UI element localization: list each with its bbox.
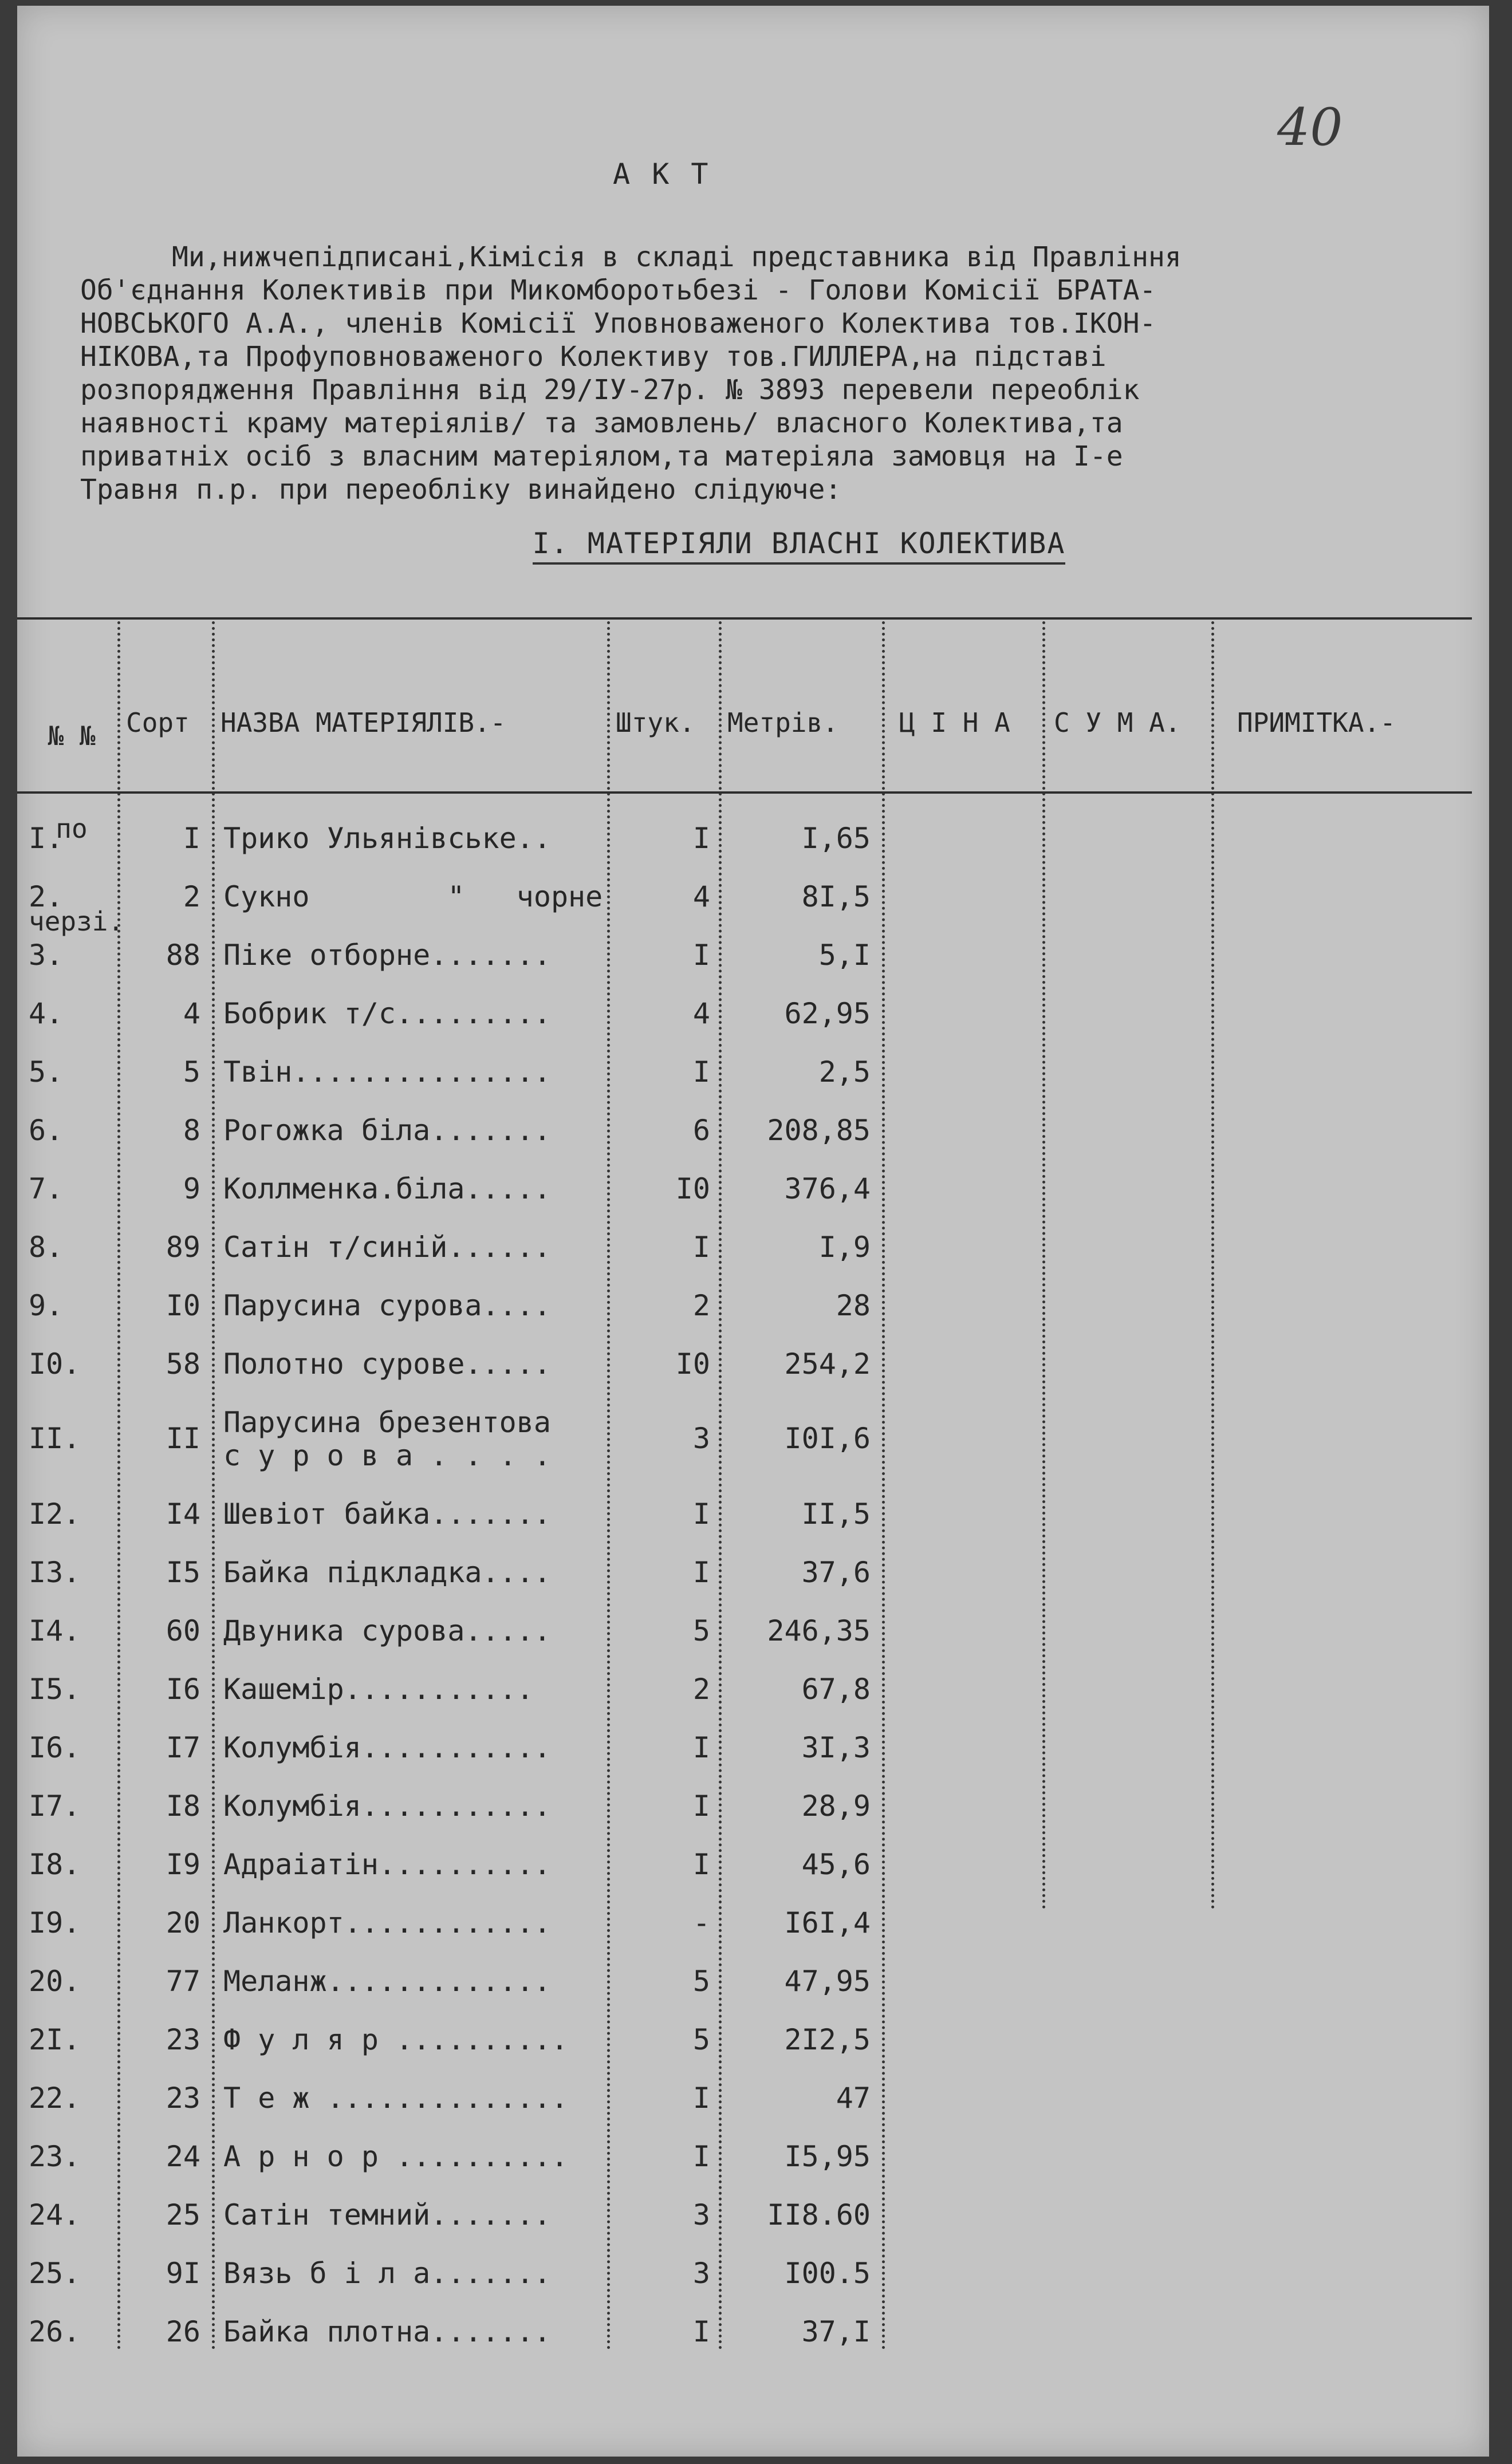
row-pieces: І bbox=[692, 2140, 710, 2173]
row-number: І0. bbox=[29, 1347, 81, 1381]
row-meters: І0І,6 bbox=[784, 1422, 871, 1455]
row-number: 8. bbox=[29, 1231, 64, 1264]
row-pieces: 5 bbox=[692, 2023, 710, 2056]
intro-line: приватніх осіб з власним матеріялом,та матеріяла замовця на І-е bbox=[80, 440, 1123, 472]
column-separator bbox=[719, 621, 722, 2351]
row-number: 20. bbox=[29, 1965, 81, 1998]
row-pieces: 5 bbox=[692, 1965, 710, 1998]
intro-line: НОВСЬКОГО А.А., членів Комісії Уповноваженого Колектива тов.ІКОН- bbox=[80, 307, 1156, 340]
row-pieces: І0 bbox=[675, 1172, 710, 1205]
row-number: І4. bbox=[29, 1614, 81, 1647]
row-name: Байка підкладка.... bbox=[223, 1556, 551, 1589]
row-pieces: І bbox=[692, 939, 710, 972]
row-number: ІІ. bbox=[29, 1422, 81, 1455]
header-meters: Метрів. bbox=[727, 707, 838, 738]
row-number: 25. bbox=[29, 2257, 81, 2290]
column-separator bbox=[1042, 621, 1045, 1910]
intro-line: наявності краму матеріялів/ та замовлень/ власного Колектива,та bbox=[80, 407, 1123, 439]
row-sort: 25 bbox=[166, 2198, 200, 2232]
intro-line: розпорядження Правління від 29/ІУ-27р. № 3893 перевели переоблік bbox=[80, 374, 1140, 406]
row-number: 23. bbox=[29, 2140, 81, 2173]
row-pieces: 2 bbox=[692, 1289, 710, 1322]
row-pieces: 5 bbox=[692, 1614, 710, 1647]
row-meters: 2І2,5 bbox=[784, 2023, 871, 2056]
row-number: 2І. bbox=[29, 2023, 81, 2056]
row-sort: 9 bbox=[183, 1172, 200, 1205]
column-separator bbox=[117, 621, 120, 2351]
column-separator bbox=[1211, 621, 1214, 1910]
header-number-line: черзі. bbox=[29, 906, 124, 937]
row-meters: 62,95 bbox=[784, 997, 871, 1030]
row-sort: І bbox=[183, 822, 200, 855]
row-name: Сатін т/синій...... bbox=[223, 1231, 551, 1264]
row-name: Меланж............. bbox=[223, 1965, 551, 1998]
row-sort: 26 bbox=[166, 2315, 200, 2348]
document-title: А К Т bbox=[613, 157, 711, 191]
row-pieces: І bbox=[692, 1556, 710, 1589]
header-name: НАЗВА МАТЕРІЯЛІВ.- bbox=[220, 707, 506, 738]
row-number: І6. bbox=[29, 1731, 81, 1764]
row-meters: 67,8 bbox=[801, 1673, 871, 1706]
row-name: Полотно сурове..... bbox=[223, 1347, 551, 1381]
row-meters: 28,9 bbox=[801, 1789, 871, 1823]
row-name: Ф у л я р .......... bbox=[223, 2023, 569, 2056]
row-sort: 24 bbox=[166, 2140, 200, 2173]
row-meters: ІІ,5 bbox=[801, 1497, 871, 1531]
row-sort: 23 bbox=[166, 2023, 200, 2056]
row-pieces: 4 bbox=[692, 997, 710, 1030]
row-number: І7. bbox=[29, 1789, 81, 1823]
row-sort: 4 bbox=[183, 997, 200, 1030]
row-name: Кашемір........... bbox=[223, 1673, 534, 1706]
row-name: Рогожка біла....... bbox=[223, 1114, 551, 1147]
intro-line: Ми,нижчепідписані,Кімісія в складі представника від Правління bbox=[172, 241, 1182, 273]
row-sort: 88 bbox=[166, 939, 200, 972]
row-meters: 47 bbox=[836, 2081, 871, 2115]
intro-paragraph bbox=[80, 241, 1460, 506]
row-name: Бобрик т/с......... bbox=[223, 997, 551, 1030]
document-page bbox=[17, 6, 1489, 2457]
row-pieces: І bbox=[692, 1848, 710, 1881]
row-pieces: І bbox=[692, 1055, 710, 1089]
row-pieces: І bbox=[692, 2315, 710, 2348]
header-price: Ц І Н А bbox=[899, 707, 1010, 738]
row-sort: І8 bbox=[166, 1789, 200, 1823]
row-name: Шевіот байка....... bbox=[223, 1497, 551, 1531]
row-number: 24. bbox=[29, 2198, 81, 2232]
folio-number: 40 bbox=[1277, 97, 1343, 157]
column-separator bbox=[882, 621, 885, 2351]
row-number: І8. bbox=[29, 1848, 81, 1881]
row-meters: 8І,5 bbox=[801, 880, 871, 913]
row-pieces: І0 bbox=[675, 1347, 710, 1381]
row-pieces: 3 bbox=[692, 1422, 710, 1455]
row-meters: 37,6 bbox=[801, 1556, 871, 1589]
row-sort: 8 bbox=[183, 1114, 200, 1147]
row-meters: І6І,4 bbox=[784, 1906, 871, 1939]
row-sort: 5 bbox=[183, 1055, 200, 1089]
column-separator bbox=[607, 621, 610, 2351]
row-name: Адраіатін.......... bbox=[223, 1848, 551, 1881]
row-name: Т е ж .............. bbox=[223, 2081, 569, 2115]
row-sort: 9І bbox=[166, 2257, 200, 2290]
row-number: І3. bbox=[29, 1556, 81, 1589]
row-sort: І5 bbox=[166, 1556, 200, 1589]
row-number: 2. bbox=[29, 880, 64, 913]
row-sort: 77 bbox=[166, 1965, 200, 1998]
row-sort: ІІ bbox=[166, 1422, 200, 1455]
header-sort: Сорт bbox=[126, 707, 190, 738]
row-number: І2. bbox=[29, 1497, 81, 1531]
row-sort: І6 bbox=[166, 1673, 200, 1706]
row-meters: 254,2 bbox=[784, 1347, 871, 1381]
row-number: 26. bbox=[29, 2315, 81, 2348]
column-separator bbox=[212, 621, 215, 2351]
row-meters: 47,95 bbox=[784, 1965, 871, 1998]
row-sort: І0 bbox=[166, 1289, 200, 1322]
row-name: Твін............... bbox=[223, 1055, 551, 1089]
row-meters: І00.5 bbox=[784, 2257, 871, 2290]
row-meters: ІІ8.60 bbox=[767, 2198, 871, 2232]
row-pieces: І bbox=[692, 2081, 710, 2115]
row-meters: 246,35 bbox=[767, 1614, 871, 1647]
row-name: Коллменка.біла..... bbox=[223, 1172, 551, 1205]
row-meters: І,65 bbox=[801, 822, 871, 855]
row-name: Байка плотна....... bbox=[223, 2315, 551, 2348]
row-pieces: І bbox=[692, 1231, 710, 1264]
intro-line: НІКОВА,та Профуповноваженого Колективу тов.ГИЛЛЕРА,на підставі bbox=[80, 341, 1107, 373]
row-pieces: 2 bbox=[692, 1673, 710, 1706]
row-name: Сукно " чорне bbox=[223, 880, 603, 913]
header-number-line: № № bbox=[48, 720, 96, 751]
row-number: 22. bbox=[29, 2081, 81, 2115]
row-name: Двуника сурова..... bbox=[223, 1614, 551, 1647]
row-pieces: 3 bbox=[692, 2198, 710, 2232]
row-name: Піке отборне....... bbox=[223, 939, 551, 972]
row-sort: І9 bbox=[166, 1848, 200, 1881]
row-pieces: І bbox=[692, 822, 710, 855]
row-number: 7. bbox=[29, 1172, 64, 1205]
section-title bbox=[17, 527, 1489, 565]
row-meters: 5,І bbox=[818, 939, 871, 972]
row-pieces: 4 bbox=[692, 880, 710, 913]
row-name: Колумбія........... bbox=[223, 1731, 551, 1764]
row-pieces: 3 bbox=[692, 2257, 710, 2290]
row-number: І. bbox=[29, 822, 64, 855]
row-name: Сатін темний....... bbox=[223, 2198, 551, 2232]
row-number: 6. bbox=[29, 1114, 64, 1147]
header-number-line: по bbox=[56, 813, 88, 844]
table-top-rule bbox=[17, 617, 1472, 620]
row-number: І5. bbox=[29, 1673, 81, 1706]
row-name: Трико Ульянівське.. bbox=[223, 822, 551, 855]
row-meters: 376,4 bbox=[784, 1172, 871, 1205]
row-number: 9. bbox=[29, 1289, 64, 1322]
row-sort: 60 bbox=[166, 1614, 200, 1647]
row-name: Ланкорт............ bbox=[223, 1906, 551, 1939]
row-sort: 23 bbox=[166, 2081, 200, 2115]
row-meters: І,9 bbox=[818, 1231, 871, 1264]
row-sort: 58 bbox=[166, 1347, 200, 1381]
table-header-rule bbox=[17, 791, 1472, 794]
row-meters: 28 bbox=[836, 1289, 871, 1322]
row-sort: 89 bbox=[166, 1231, 200, 1264]
row-pieces: І bbox=[692, 1789, 710, 1823]
header-sum: С У М А. bbox=[1054, 707, 1181, 738]
row-sort: 20 bbox=[166, 1906, 200, 1939]
row-pieces: 6 bbox=[692, 1114, 710, 1147]
row-number: 5. bbox=[29, 1055, 64, 1089]
row-name: Колумбія........... bbox=[223, 1789, 551, 1823]
row-meters: 37,І bbox=[801, 2315, 871, 2348]
row-pieces: І bbox=[692, 1497, 710, 1531]
row-name: Парусина сурова.... bbox=[223, 1289, 551, 1322]
header-pieces: Штук. bbox=[616, 707, 695, 738]
row-sort: 2 bbox=[183, 880, 200, 913]
row-name: А р н о р .......... bbox=[223, 2140, 569, 2173]
intro-line: Об'єднання Колективів при Микомборотьбезі - Голови Комісії БРАТА- bbox=[80, 274, 1156, 306]
intro-line: Травня п.р. при переобліку винайдено слідуюче: bbox=[80, 474, 842, 506]
header-note: ПРИМІТКА.- bbox=[1237, 707, 1396, 738]
row-name: Парусина брезентова bbox=[223, 1406, 551, 1439]
row-name: Вязь б і л а....... bbox=[223, 2257, 551, 2290]
section-title-text: І. МАТЕРІЯЛИ ВЛАСНІ КОЛЕКТИВА bbox=[533, 527, 1066, 565]
row-meters: 45,6 bbox=[801, 1848, 871, 1881]
row-pieces: - bbox=[692, 1906, 710, 1939]
row-meters: І5,95 bbox=[784, 2140, 871, 2173]
row-meters: 2,5 bbox=[818, 1055, 871, 1089]
row-number: 3. bbox=[29, 939, 64, 972]
row-name-continued: с у р о в а . . . . bbox=[223, 1439, 551, 1472]
row-sort: І4 bbox=[166, 1497, 200, 1531]
row-number: І9. bbox=[29, 1906, 81, 1939]
row-meters: 3І,3 bbox=[801, 1731, 871, 1764]
row-meters: 208,85 bbox=[767, 1114, 871, 1147]
row-number: 4. bbox=[29, 997, 64, 1030]
row-pieces: І bbox=[692, 1731, 710, 1764]
row-sort: І7 bbox=[166, 1731, 200, 1764]
